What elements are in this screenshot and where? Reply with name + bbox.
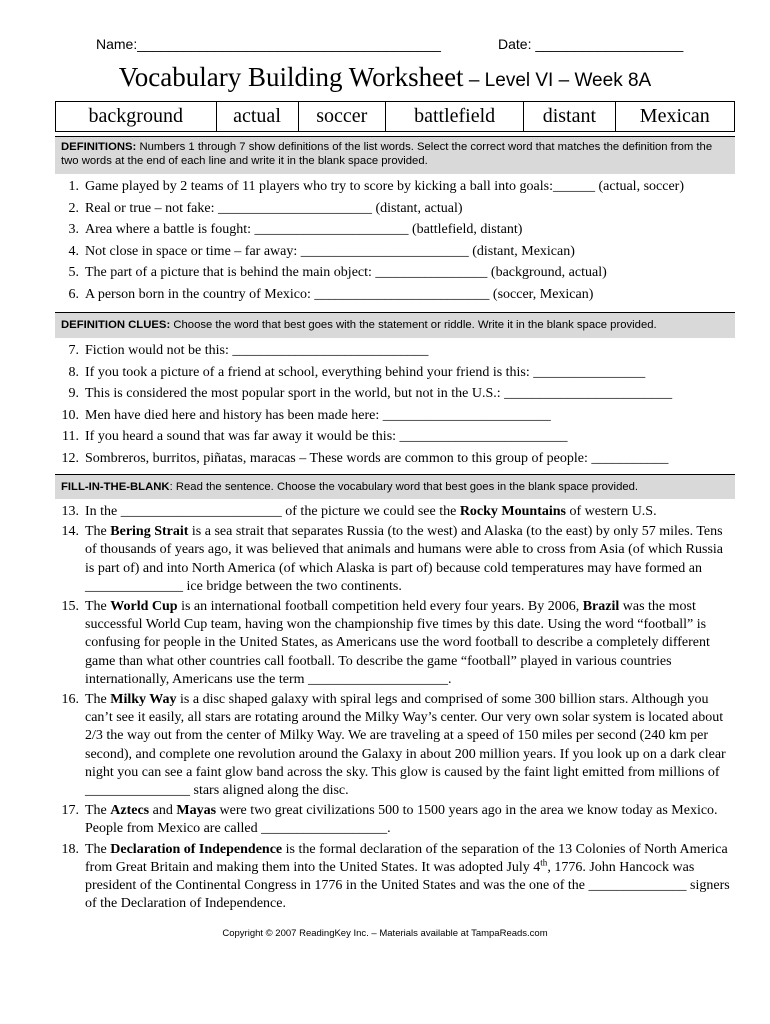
section-instructions: Choose the word that best goes with the statement or riddle. Write it in the blank space provided. — [170, 319, 657, 331]
item-text: Sombreros, burritos, piñatas, maracas – These words are common to this group of people: ___________ — [85, 450, 669, 466]
item-number: 2. — [68, 200, 79, 216]
list-item — [55, 198, 731, 220]
name-field: Name:_______________________________________ — [96, 36, 441, 52]
item-number: 1. — [68, 179, 79, 194]
section-heading: DEFINITIONS: — [61, 141, 137, 153]
item-text: If you heard a sound that was far away it would be this: ________________________ — [85, 429, 568, 445]
item-number: 13. — [61, 504, 79, 519]
item-text: If you took a picture of a friend at school, everything behind your friend is this: ________________ — [85, 364, 646, 380]
item-number: 9. — [68, 386, 79, 402]
title-sub: – Level VI – Week 8A — [463, 70, 652, 91]
list-item — [55, 802, 731, 838]
item-text: Real or true – not fake: ______________________ (distant, actual) — [85, 200, 463, 216]
list-item — [55, 405, 731, 427]
list-item — [55, 262, 731, 284]
item-text: Not close in space or time – far away: ________________________ (distant, Mexican) — [85, 243, 575, 259]
item-text: Men have died here and history has been made here: ________________________ — [85, 407, 551, 423]
item-number: 16. — [61, 692, 79, 708]
list-item — [55, 598, 731, 689]
list-item — [55, 383, 731, 405]
copyright-footer: Copyright © 2007 ReadingKey Inc. – Materials available at TampaReads.com — [222, 928, 548, 939]
item-number: 12. — [61, 450, 79, 466]
word-bank-cell: battlefield — [386, 102, 524, 132]
item-number: 4. — [68, 243, 79, 259]
list-item — [55, 523, 731, 596]
item-number: 8. — [68, 364, 79, 380]
list-item — [55, 448, 731, 470]
item-text: The Bering Strait is a sea strait that separates Russia (to the west) and Alaska (to the east) by only 57 miles. Tens of thousands of years ago, it was believed that animals and humans were able to cross from Asia (of which Russia is part of) and into North America (of which Alaska is part of) because cold temperatures may have formed an ______________ ice bridge between the two continents. — [85, 524, 724, 594]
item-text: The part of a picture that is behind the main object: ________________ (background, actual) — [85, 265, 607, 281]
item-text: Game played by 2 teams of 11 players who try to score by kicking a ball into goals:______ (actual, soccer) — [85, 179, 684, 194]
list-item — [55, 691, 731, 800]
word-bank-cell: Mexican — [615, 102, 734, 132]
word-bank — [55, 101, 735, 132]
word-bank-cell: soccer — [298, 102, 386, 132]
item-text: Area where a battle is fought: ______________________ (battlefield, distant) — [85, 222, 523, 238]
date-field: Date: ___________________ — [498, 36, 684, 52]
item-number: 11. — [62, 429, 79, 445]
item-text: The World Cup is an international football competition held every four years. By 2006, Brazil was the most successful World Cup team, having won the championship five times by this date. Using the word “football” is confusing for people in the United States, as Americans use the word football to describe a completely different game than what other countries call football. To describe the game “football” played in various countries internationally, Americans use the term ____________________. — [85, 599, 710, 687]
list-item — [55, 176, 731, 198]
list-item — [55, 362, 731, 384]
word-bank-cell: distant — [524, 102, 615, 132]
list-item — [55, 340, 731, 362]
fill-instructions — [55, 474, 735, 499]
clues-instructions — [55, 312, 735, 338]
clues-list — [55, 340, 731, 470]
section-heading: DEFINITION CLUES: — [61, 319, 171, 331]
title-main: Vocabulary Building Worksheet — [118, 62, 464, 92]
item-text: Fiction would not be this: ____________________________ — [85, 343, 429, 358]
page-title — [0, 62, 770, 93]
section-instructions: : Read the sentence. Choose the vocabulary word that best goes in the blank space provided. — [169, 481, 639, 493]
item-text: The Milky Way is a disc shaped galaxy with spiral legs and comprised of some 300 billion stars. Although you can’t see it easily, all stars are rotating around the Milky Way’s center. Our very own solar system is located about 2/3 the way out from the center of Milky Way. We are traveling at a speed of 150 miles per second (240 km per second), and complete one revolution around the Galaxy in about 200 million years. If you look up on a dark clear night you can see a faint glow band across the sky. This glow is caused by the faint light emitted from millions of _______________ stars aligned along the disc. — [85, 692, 726, 799]
word-bank-cell: actual — [216, 102, 298, 132]
list-item — [55, 284, 731, 306]
list-item — [55, 219, 731, 241]
definitions-list — [55, 176, 731, 306]
item-text: A person born in the country of Mexico: _________________________ (soccer, Mexican) — [85, 286, 594, 302]
item-number: 15. — [61, 599, 79, 615]
item-text: The Declaration of Independence is the formal declaration of the separation of the 13 Colonies of North America from Great Britain and making them into the United States. It was adopted July 4th, 1776. John Hancock was president of the Continental Congress in 1776 in the United States and was the one of the ______________ signers of the Declaration of Independence. — [85, 841, 730, 912]
item-number: 14. — [61, 524, 79, 540]
item-number: 10. — [61, 407, 79, 423]
list-item — [55, 241, 731, 263]
item-number: 3. — [68, 222, 79, 238]
item-number: 6. — [68, 286, 79, 302]
item-number: 7. — [68, 343, 79, 358]
item-number: 5. — [68, 265, 79, 281]
item-text: This is considered the most popular sport in the world, but not in the U.S.: ________________________ — [85, 386, 673, 402]
fill-list — [55, 503, 731, 915]
list-item — [55, 426, 731, 448]
item-number: 17. — [61, 803, 79, 819]
item-text: In the _______________________ of the picture we could see the Rocky Mountains of western U.S. — [85, 504, 657, 519]
section-instructions: Numbers 1 through 7 show definitions of the list words. Select the correct word that matches the definition from the two words at the end of each line and write it in the blank space provided. — [61, 141, 713, 167]
word-bank-cell: background — [56, 102, 217, 132]
item-number: 18. — [61, 841, 79, 857]
list-item — [55, 841, 731, 914]
item-text: The Aztecs and Mayas were two great civilizations 500 to 1500 years ago in the area we know today as Mexico. People from Mexico are called __________________. — [85, 803, 718, 837]
section-heading: FILL-IN-THE-BLANK — [61, 481, 170, 493]
definitions-instructions — [55, 136, 735, 174]
list-item — [55, 503, 731, 521]
